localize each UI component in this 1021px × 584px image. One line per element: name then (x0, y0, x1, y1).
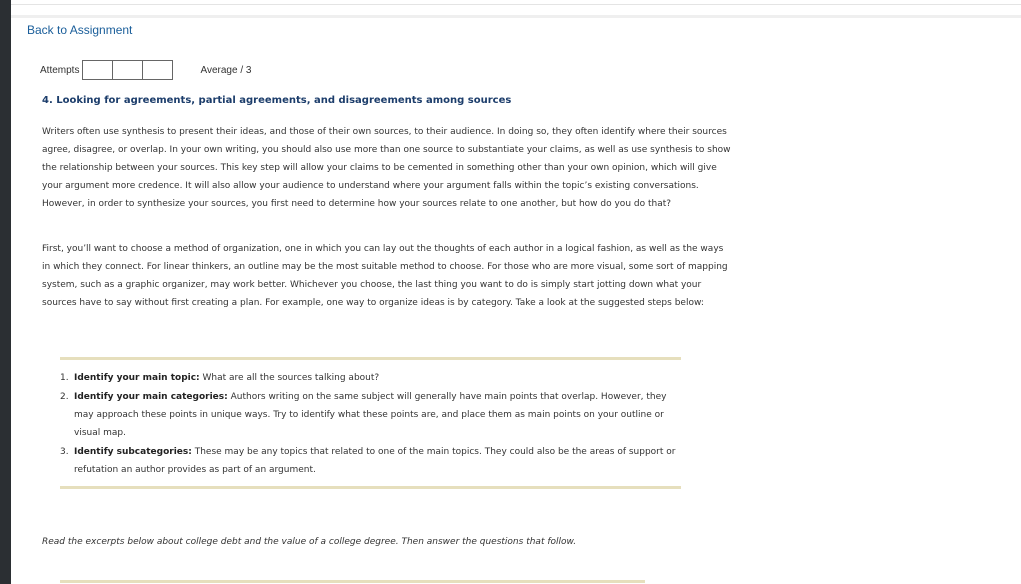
header-divider (11, 15, 1021, 18)
attempts-boxes (82, 60, 173, 80)
attempts-label: Attempts (40, 64, 80, 76)
top-divider (11, 4, 1021, 5)
left-sidebar-rail (0, 0, 11, 584)
method-paragraph: First, you’ll want to choose a method of organization, one in which you can lay out the thoughts of each author in a logical fashion, as well as the ways in which they connect. For linear thinkers, an outline may be the most suitable method to choose. For those who are more visual, some sort of mapping system, such as a graphic organizer, may work better. Whichever you choose, the last thing you want to do is simply start jotting down what your sources have to say without first creating a plan. For example, one way to organize ideas is by category. Take a look at the suggested steps below: (42, 244, 728, 309)
step-text: What are all the sources talking about? (199, 373, 380, 383)
attempts-row (40, 60, 251, 80)
step-heading: Identify your main topic: (74, 373, 200, 383)
excerpt-divider (60, 580, 645, 583)
steps-list (60, 369, 681, 480)
step-heading: Identify subcategories: (74, 447, 192, 458)
step-number: 1. (60, 373, 69, 383)
intro-paragraph: Writers often use synthesis to present their ideas, and those of their own sources, to their audience. In doing so, they often identify where their sources agree, disagree, or overlap. In your own writing, you should also use more than one source to substantiate your claims, as well as use synthesis to show the relationship between your sources. This key step will allow your claims to be cemented in something other than your own opinion, which will give your argument more credence. It will also allow your audience to understand where your argument falls within the topic’s existing conversations. However, in order to synthesize your sources, you first need to determine how your sources relate to one another, but how do you do that? (42, 127, 731, 210)
back-to-assignment-link[interactable]: Back to Assignment (27, 23, 133, 37)
suggested-steps-box (60, 357, 681, 489)
read-instructions: Read the excerpts below about college debt and the value of a college degree. Then answer the questions that follow. (42, 537, 577, 547)
attempt-box (83, 61, 113, 79)
step-heading: Identify your main categories: (74, 392, 228, 403)
step-item (60, 388, 681, 442)
average-score: Average / 3 (200, 64, 252, 76)
step-text: Authors writing on the same subject will generally have main points that overlap. However, they may approach these points in unique ways. Try to identify what these points are, and place them as main points on your outline or visual map. (74, 392, 667, 439)
attempt-box (143, 61, 172, 79)
step-number: 2. (60, 392, 69, 403)
step-text: These may be any topics that related to one of the main topics. They could also be the areas of support or refutation an author provides as part of an argument. (74, 447, 676, 476)
attempt-box (113, 61, 143, 79)
step-number: 3. (60, 447, 69, 458)
question-title: 4. Looking for agreements, partial agreements, and disagreements among sources (42, 95, 512, 106)
step-item (60, 369, 681, 387)
step-item (60, 443, 681, 479)
